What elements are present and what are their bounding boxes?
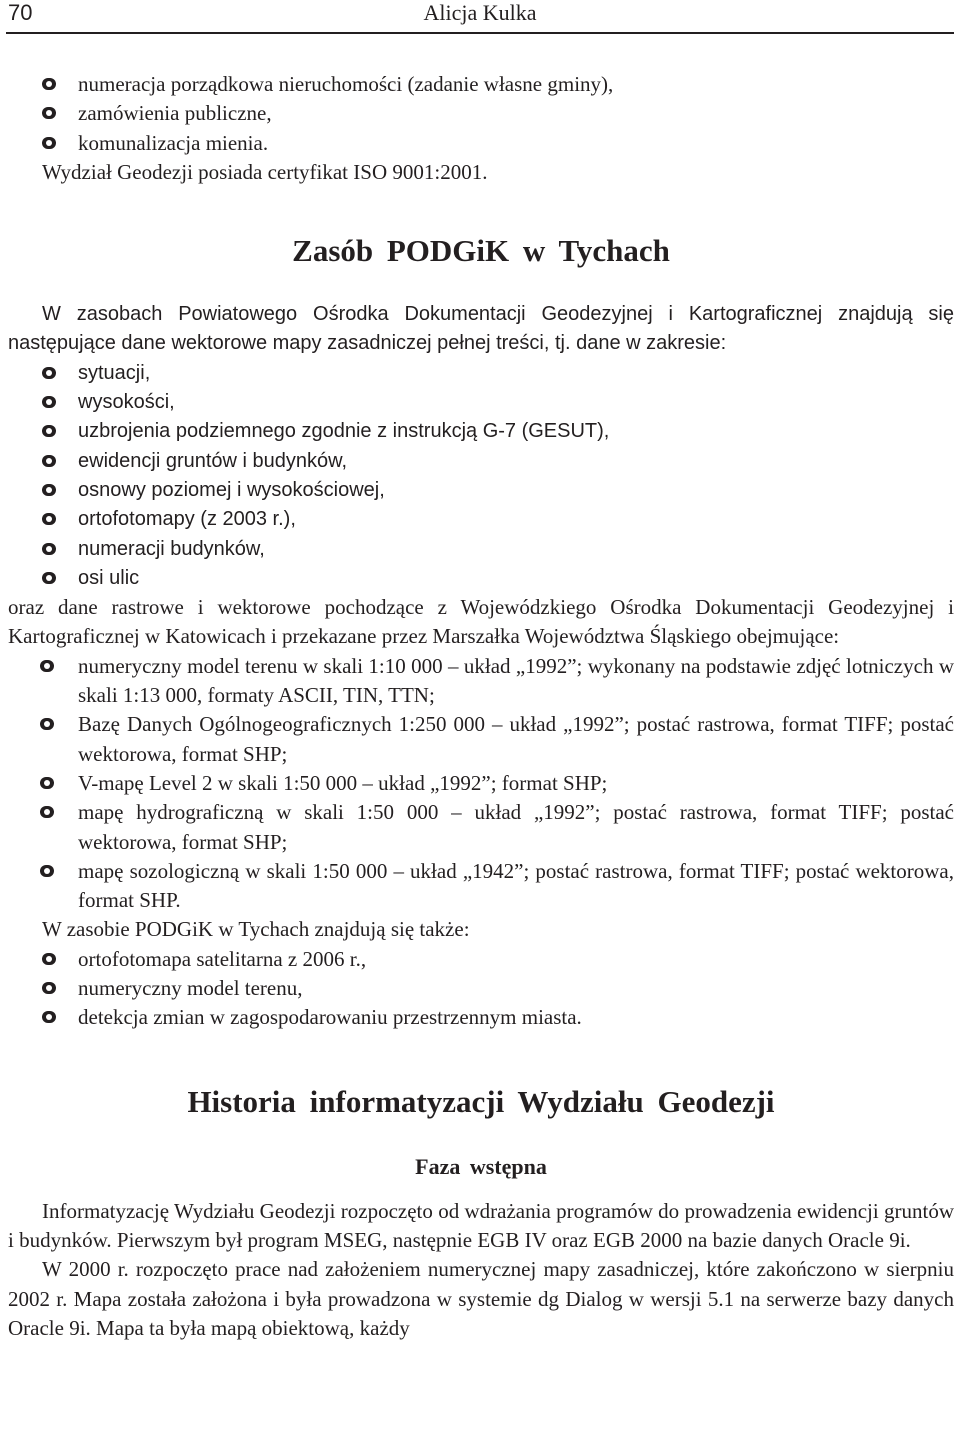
vector-data-list [8, 359, 954, 593]
bullet-icon [42, 363, 58, 381]
bullet-icon [40, 861, 56, 879]
intro-list [8, 70, 954, 158]
bullet-icon [42, 480, 58, 498]
iso-certificate-line: Wydział Geodezji posiada certyfikat ISO 9001:2001. [42, 159, 488, 184]
list-item: V-mapę Level 2 w skali 1:50 000 – układ „1992”; format SHP; [8, 769, 954, 798]
bullet-icon [42, 103, 58, 121]
list-item: sytuacji, [8, 359, 954, 388]
raster-data-list [8, 652, 954, 916]
bullet-icon [42, 509, 58, 527]
page-number: 70 [8, 0, 33, 25]
bullet-icon [40, 802, 56, 820]
bullet-icon [42, 133, 58, 151]
section-title-historia: Historia informatyzacji Wydziału Geodezji [187, 1083, 775, 1119]
body-text [8, 70, 954, 1343]
bullet-icon [40, 714, 56, 732]
list-item: numeracji budynków, [8, 535, 954, 564]
list-item: uzbrojenia podziemnego zgodnie z instrukcją G-7 (GESUT), [8, 417, 954, 446]
section-title-zasob: Zasób PODGiK w Tychach [292, 233, 670, 269]
bullet-icon [42, 949, 58, 967]
history-paragraph-2: W 2000 r. rozpoczęto prace nad założeniem numerycznej mapy zasadniczej, które zakończono w sierpniu 2002 r. Mapa została założona i była prowadzona w systemie dg Dialog w wersji 5.1 na serwerze bazy danych Oracle 9i. Mapa ta była mapą obiektową, każdy [8, 1257, 954, 1340]
subsection-title-faza: Faza wstępna [415, 1153, 547, 1179]
list-item: mapę hydrograficzną w skali 1:50 000 – układ „1992”; postać rastrowa, format TIFF; postać wektorowa, format SHP; [8, 798, 954, 857]
raster-intro: oraz dane rastrowe i wektorowe pochodzące z Wojewódzkiego Ośrodka Dokumentacji Geodezyjnej i Kartograficznej w Katowicach i przekazane przez Marszałka Województwa Śląskiego obejmujące: [8, 595, 954, 649]
list-item: osnowy poziomej i wysokościowej, [8, 476, 954, 505]
bullet-icon [42, 568, 58, 586]
bullet-icon [42, 392, 58, 410]
history-paragraph-1: Informatyzację Wydziału Geodezji rozpoczęto od wdrażania programów do prowadzenia ewidencji gruntów i budynków. Pierwszym był program MSEG, następnie EGB IV oraz EGB 2000 na bazie danych Oracle 9i. [8, 1198, 954, 1252]
list-item: ortofotomapa satelitarna z 2006 r., [8, 945, 954, 974]
bullet-icon [42, 1007, 58, 1025]
bullet-icon [42, 539, 58, 557]
list-item: zamówienia publiczne, [8, 99, 954, 128]
list-item: numeryczny model terenu, [8, 974, 954, 1003]
bullet-icon [42, 421, 58, 439]
list-item: wysokości, [8, 388, 954, 417]
running-header-author: Alicja Kulka [423, 0, 537, 25]
section1-intro: W zasobach Powiatowego Ośrodka Dokumentacji Geodezyjnej i Kartograficznej znajdują się następujące dane wektorowe mapy zasadniczej pełnej treści, tj. dane w zakresie: [8, 303, 954, 355]
bullet-icon [40, 773, 56, 791]
list-item: mapę sozologiczną w skali 1:50 000 – układ „1942”; postać rastrowa, format TIFF; postać wektorowa, format SHP. [8, 857, 954, 916]
bullet-icon [42, 451, 58, 469]
list-item: numeryczny model terenu w skali 1:10 000 – układ „1992”; wykonany na podstawie zdjęć lotniczych w skali 1:13 000, formaty ASCII, TIN, TTN; [8, 652, 954, 711]
list-item: ewidencji gruntów i budynków, [8, 447, 954, 476]
list-item: Bazę Danych Ogólnogeograficznych 1:250 000 – układ „1992”; postać rastrowa, format TIFF; postać wektorowa, format SHP; [8, 710, 954, 769]
also-intro: W zasobie PODGiK w Tychach znajdują się także: [42, 917, 470, 942]
list-item: numeracja porządkowa nieruchomości (zadanie własne gminy), [8, 70, 954, 99]
also-list [8, 945, 954, 1033]
bullet-icon [42, 74, 58, 92]
list-item: osi ulic [8, 564, 954, 593]
list-item: ortofotomapy (z 2003 r.), [8, 505, 954, 534]
header-rule [6, 32, 954, 34]
bullet-icon [40, 656, 56, 674]
list-item: komunalizacja mienia. [8, 129, 954, 158]
bullet-icon [42, 978, 58, 996]
list-item: detekcja zmian w zagospodarowaniu przestrzennym miasta. [8, 1003, 954, 1032]
